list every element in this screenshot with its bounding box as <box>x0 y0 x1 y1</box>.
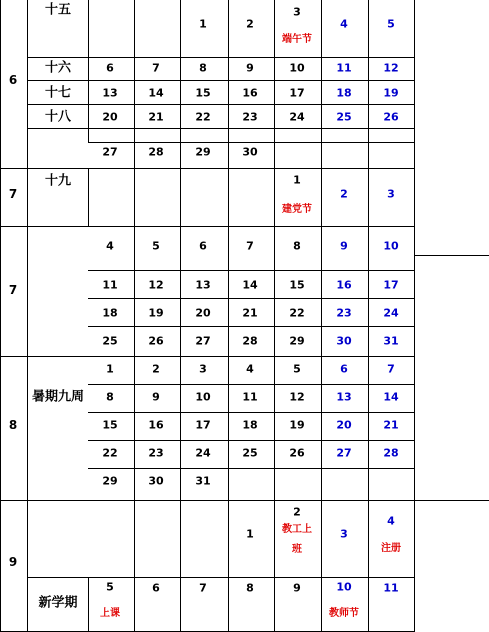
day-number: 26 <box>383 110 399 124</box>
day-number: 5 <box>152 239 160 253</box>
grid-line <box>28 128 415 129</box>
day-number: 14 <box>242 278 258 292</box>
day-number: 24 <box>289 110 305 124</box>
grid-line <box>28 104 415 105</box>
day-number: 6 <box>199 239 207 253</box>
holiday-label: 教师节 <box>329 608 359 619</box>
day-number: 27 <box>195 334 211 348</box>
day-number: 4 <box>387 514 395 528</box>
day-number: 7 <box>387 362 395 376</box>
day-number: 11 <box>336 61 352 75</box>
grid-line <box>0 226 415 227</box>
day-number: 5 <box>387 17 395 31</box>
day-number: 5 <box>106 580 114 594</box>
day-number: 10 <box>336 580 352 594</box>
day-number: 27 <box>102 145 118 159</box>
day-number: 13 <box>195 278 211 292</box>
day-number: 17 <box>195 418 211 432</box>
day-number: 3 <box>340 527 348 541</box>
day-number: 8 <box>199 61 207 75</box>
day-number: 13 <box>336 390 352 404</box>
day-number: 29 <box>289 334 305 348</box>
day-number: 22 <box>195 110 211 124</box>
grid-line <box>28 80 415 81</box>
grid-line <box>88 168 89 226</box>
day-number: 19 <box>148 306 164 320</box>
day-number: 26 <box>148 334 164 348</box>
grid-line <box>28 577 415 578</box>
day-number: 18 <box>102 306 118 320</box>
day-number: 10 <box>289 61 305 75</box>
day-number: 23 <box>242 110 258 124</box>
grid-line <box>274 0 275 632</box>
grid-line <box>88 0 89 142</box>
day-number: 26 <box>289 446 305 460</box>
day-number: 29 <box>102 474 118 488</box>
day-number: 29 <box>195 145 211 159</box>
day-number: 2 <box>246 17 254 31</box>
day-number: 27 <box>336 446 352 460</box>
day-number: 17 <box>289 86 305 100</box>
grid-line <box>88 412 415 413</box>
day-number: 2 <box>293 505 301 519</box>
day-number: 4 <box>106 239 114 253</box>
week-label-summer: 暑期九周 <box>31 389 85 405</box>
holiday-label: 端午节 <box>282 34 312 45</box>
day-number: 2 <box>340 187 348 201</box>
day-number: 6 <box>152 581 160 595</box>
day-number: 16 <box>336 278 352 292</box>
day-number: 22 <box>289 306 305 320</box>
day-number: 25 <box>242 446 258 460</box>
day-number: 3 <box>293 5 301 19</box>
day-number: 20 <box>195 306 211 320</box>
grid-line <box>88 440 415 441</box>
day-number: 22 <box>102 446 118 460</box>
grid-line <box>88 468 415 469</box>
grid-line <box>28 57 415 58</box>
grid-line <box>88 326 415 327</box>
day-number: 28 <box>242 334 258 348</box>
day-number: 10 <box>195 390 211 404</box>
grid-line <box>228 0 229 632</box>
day-number: 31 <box>383 334 399 348</box>
day-number: 8 <box>106 390 114 404</box>
grid-line <box>88 384 415 385</box>
grid-line <box>321 0 322 632</box>
day-number: 28 <box>383 446 399 460</box>
day-number: 30 <box>336 334 352 348</box>
day-number: 10 <box>383 239 399 253</box>
day-number: 15 <box>195 86 211 100</box>
day-number: 7 <box>152 61 160 75</box>
day-number: 1 <box>246 527 254 541</box>
holiday-label: 建党节 <box>282 204 312 215</box>
grid-line <box>88 298 415 299</box>
day-number: 3 <box>387 187 395 201</box>
grid-line <box>88 270 415 271</box>
day-number: 15 <box>289 278 305 292</box>
grid-line <box>0 168 415 169</box>
day-number: 4 <box>246 362 254 376</box>
grid-line <box>415 500 489 501</box>
month-label: 8 <box>8 418 18 432</box>
day-number: 20 <box>102 110 118 124</box>
day-number: 3 <box>199 362 207 376</box>
day-number: 23 <box>148 446 164 460</box>
grid-line <box>88 577 89 632</box>
week-label: 十七 <box>44 85 72 101</box>
day-number: 30 <box>242 145 258 159</box>
day-number: 19 <box>289 418 305 432</box>
day-number: 5 <box>293 362 301 376</box>
week-label-19: 十九 <box>44 173 72 189</box>
day-number: 21 <box>383 418 399 432</box>
day-number: 16 <box>242 86 258 100</box>
day-number: 17 <box>383 278 399 292</box>
holiday-label: 教工上 班 <box>282 524 312 555</box>
day-number: 11 <box>242 390 258 404</box>
day-number: 13 <box>102 86 118 100</box>
month-label: 6 <box>8 73 18 87</box>
holiday-label: 注册 <box>381 543 401 554</box>
day-number: 11 <box>383 581 399 595</box>
day-number: 9 <box>246 61 254 75</box>
grid-line <box>415 255 489 256</box>
day-number: 30 <box>148 474 164 488</box>
grid-line <box>414 0 415 632</box>
day-number: 19 <box>383 86 399 100</box>
month-label: 7 <box>8 283 18 297</box>
day-number: 9 <box>152 390 160 404</box>
grid-line <box>27 0 28 632</box>
day-number: 16 <box>148 418 164 432</box>
day-number: 14 <box>383 390 399 404</box>
day-number: 25 <box>102 334 118 348</box>
grid-line <box>368 0 369 632</box>
day-number: 9 <box>293 581 301 595</box>
month-label: 9 <box>8 555 18 569</box>
grid-line <box>180 0 181 632</box>
day-number: 9 <box>340 239 348 253</box>
day-number: 8 <box>293 239 301 253</box>
day-number: 18 <box>336 86 352 100</box>
day-number: 14 <box>148 86 164 100</box>
day-number: 6 <box>340 362 348 376</box>
day-number: 7 <box>246 239 254 253</box>
day-number: 24 <box>383 306 399 320</box>
grid-line <box>0 356 415 357</box>
day-number: 28 <box>148 145 164 159</box>
week-label: 十六 <box>44 60 72 76</box>
day-number: 31 <box>195 474 211 488</box>
week-label: 新学期 <box>38 595 78 611</box>
week-label: 十八 <box>44 109 72 125</box>
day-number: 11 <box>102 278 118 292</box>
day-number: 1 <box>293 173 301 187</box>
day-number: 1 <box>106 362 114 376</box>
day-number: 12 <box>289 390 305 404</box>
grid-line <box>134 0 135 632</box>
day-number: 25 <box>336 110 352 124</box>
grid-line <box>0 0 1 632</box>
day-number: 21 <box>242 306 258 320</box>
day-number: 21 <box>148 110 164 124</box>
day-number: 12 <box>148 278 164 292</box>
day-number: 18 <box>242 418 258 432</box>
grid-line <box>0 500 415 501</box>
day-number: 15 <box>102 418 118 432</box>
day-number: 23 <box>336 306 352 320</box>
day-number: 8 <box>246 581 254 595</box>
holiday-label: 上课 <box>100 608 120 619</box>
day-number: 1 <box>199 17 207 31</box>
day-number: 4 <box>340 17 348 31</box>
grid-line <box>88 142 415 143</box>
day-number: 12 <box>383 61 399 75</box>
day-number: 6 <box>106 61 114 75</box>
day-number: 2 <box>152 362 160 376</box>
day-number: 24 <box>195 446 211 460</box>
month-label: 7 <box>8 187 18 201</box>
week-label: 十五 <box>44 2 72 18</box>
day-number: 7 <box>199 581 207 595</box>
day-number: 20 <box>336 418 352 432</box>
